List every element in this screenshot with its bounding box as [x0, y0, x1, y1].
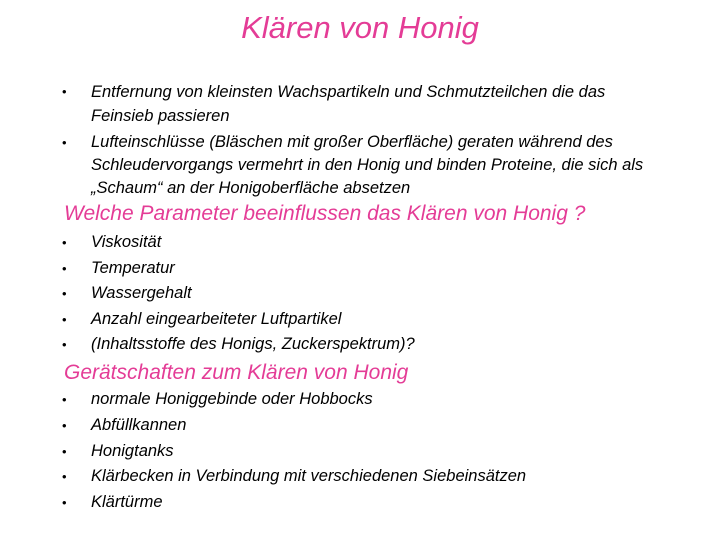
list-item-line: Entfernung von kleinsten Wachspartikeln und Schmutzteilchen die das	[91, 83, 606, 101]
list-item	[0, 464, 526, 490]
list-item	[0, 332, 415, 358]
list-item	[0, 307, 415, 333]
list-item	[0, 281, 415, 307]
bullet: •	[62, 443, 67, 459]
bullet: •	[62, 392, 67, 407]
list-item-label: Klärbecken in Verbindung mit verschiedenen Siebeinsätzen	[91, 467, 527, 486]
list-item-line: Lufteinschlüsse (Bläschen mit großer Oberfläche) geraten während des	[91, 133, 613, 151]
bullet: •	[62, 469, 67, 485]
list-item-label: Honigtanks	[91, 441, 174, 460]
list-item-label: Viskosität	[91, 233, 162, 251]
list-item-label: Wassergehalt	[91, 284, 192, 302]
intro-list	[0, 80, 643, 200]
list-item-label: Abfüllkannen	[91, 415, 187, 434]
list-item	[0, 131, 643, 200]
list-item-label: (Inhaltsstoffe des Honigs, Zuckerspektrum)?	[91, 335, 415, 353]
bullet: •	[62, 135, 67, 150]
bullet: •	[62, 417, 67, 433]
list-item	[0, 230, 415, 256]
bullet: •	[62, 311, 67, 327]
bullet: •	[62, 337, 67, 352]
list-item-line: „Schaum“ an der Honigoberfläche absetzen	[91, 179, 411, 197]
parameters-list	[0, 230, 415, 358]
list-item	[0, 490, 526, 516]
list-item	[0, 387, 526, 413]
list-item-label: Klärtürme	[91, 493, 163, 512]
parameters-heading: Welche Parameter beeinflussen das Klären von Honig ?	[64, 202, 586, 225]
list-item	[0, 439, 526, 465]
list-item	[0, 413, 526, 439]
list-item	[0, 256, 415, 282]
list-item-label: Anzahl eingearbeiteter Luftpartikel	[91, 309, 342, 328]
bullet: •	[62, 84, 67, 99]
slide-title: Klären von Honig	[241, 10, 479, 45]
list-item-label: normale Honiggebinde oder Hobbocks	[91, 390, 373, 408]
list-item-label: Temperatur	[91, 258, 175, 277]
bullet: •	[62, 235, 67, 250]
equipment-heading: Gerätschaften zum Klären von Honig	[64, 361, 409, 384]
bullet: •	[62, 495, 67, 511]
bullet: •	[62, 260, 67, 276]
equipment-list	[0, 387, 526, 516]
list-item-line: Schleudervorgangs vermehrt in den Honig und binden Proteine, die sich als	[91, 156, 644, 174]
bullet: •	[62, 286, 67, 301]
list-item	[0, 80, 643, 128]
list-item-line: Feinsieb passieren	[91, 107, 230, 125]
